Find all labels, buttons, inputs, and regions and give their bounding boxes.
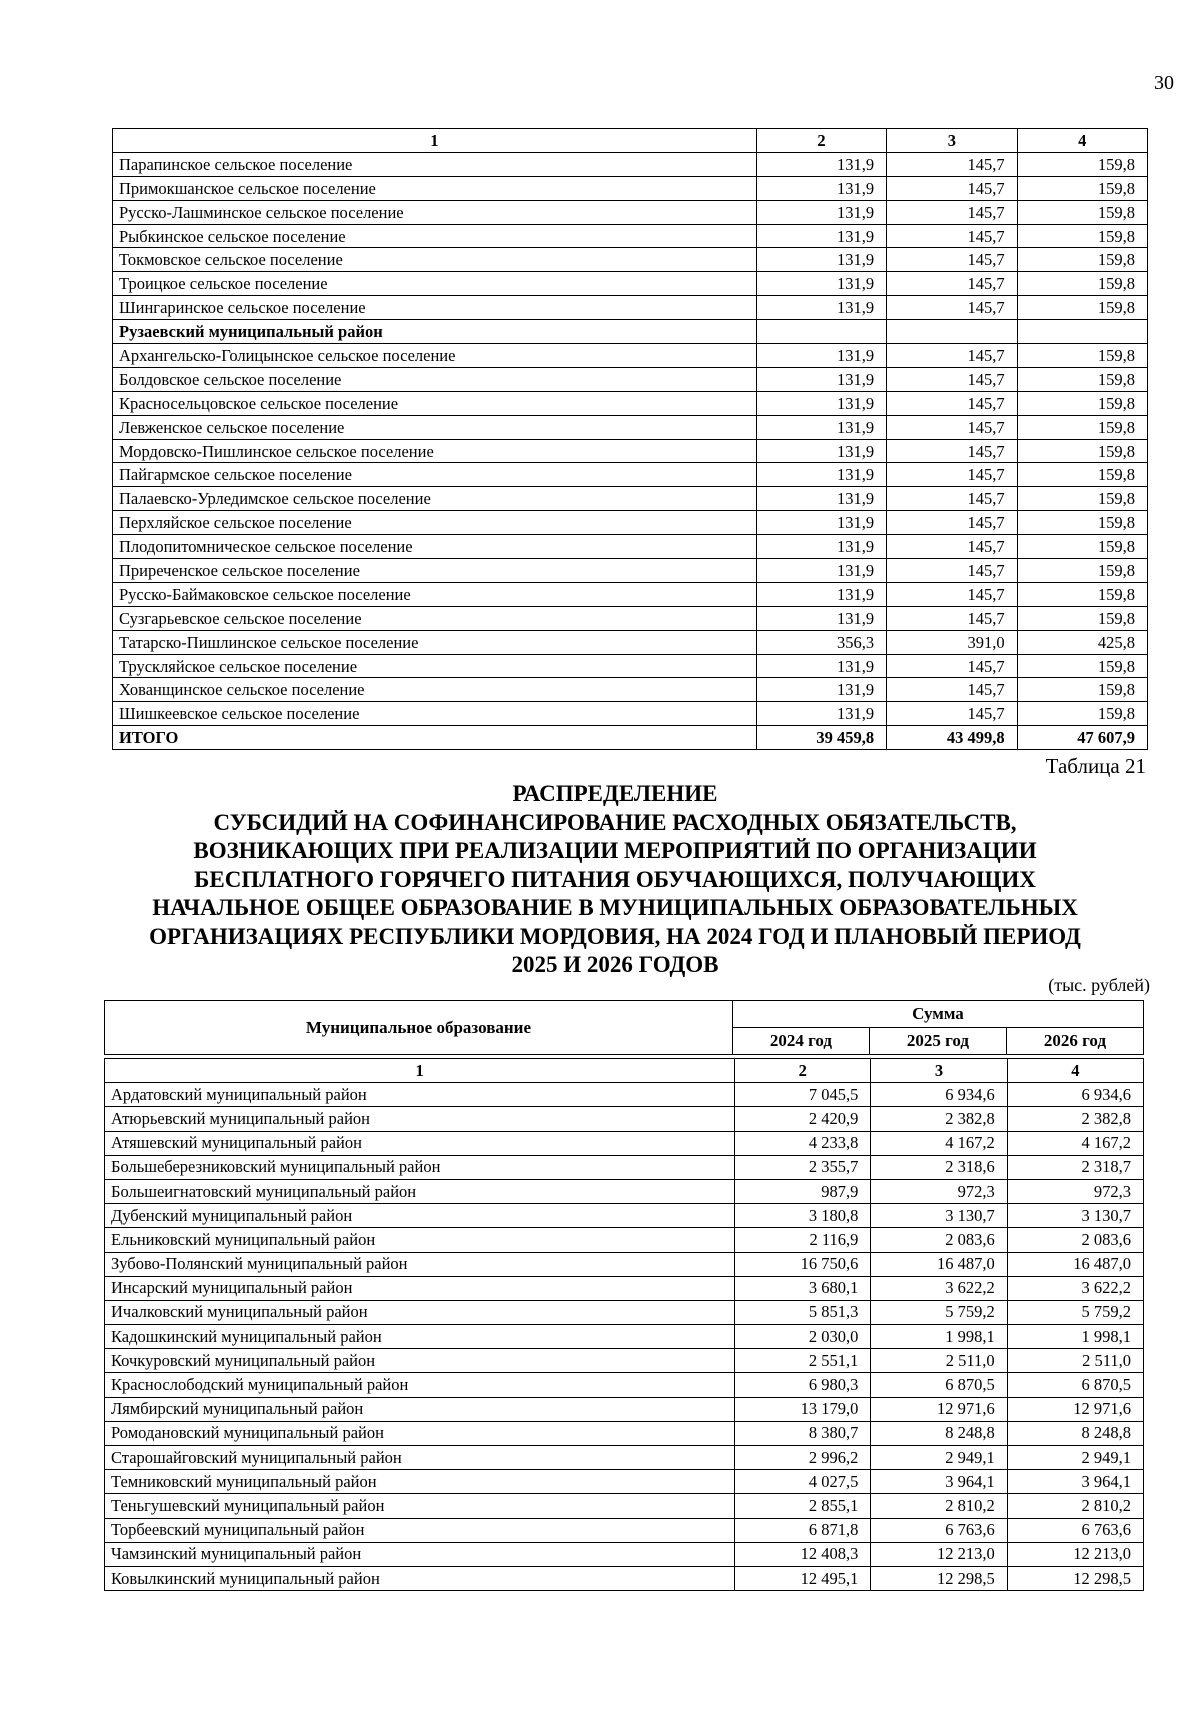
column-number: 1 bbox=[105, 1059, 735, 1083]
table-row bbox=[113, 320, 1148, 344]
name-cell: Татарско-Пишлинское сельское поселение bbox=[113, 630, 757, 654]
value-cell: 145,7 bbox=[887, 606, 1017, 630]
table-row bbox=[105, 1228, 1144, 1252]
value-cell: 159,8 bbox=[1017, 391, 1147, 415]
name-cell: Лямбирский муниципальный район bbox=[105, 1397, 735, 1421]
name-cell: Атяшевский муниципальный район bbox=[105, 1131, 735, 1155]
name-cell: Мордовско-Пишлинское сельское поселение bbox=[113, 439, 757, 463]
subsidy-table-header bbox=[104, 1000, 1144, 1055]
name-cell: Краснослободский муниципальный район bbox=[105, 1373, 735, 1397]
value-cell bbox=[887, 320, 1017, 344]
value-cell: 12 298,5 bbox=[1007, 1566, 1143, 1590]
value-cell: 12 408,3 bbox=[735, 1542, 871, 1566]
name-cell: Кочкуровский муниципальный район bbox=[105, 1349, 735, 1373]
value-cell: 131,9 bbox=[756, 487, 886, 511]
value-cell: 6 870,5 bbox=[871, 1373, 1007, 1397]
value-cell: 4 167,2 bbox=[871, 1131, 1007, 1155]
column-number: 3 bbox=[871, 1059, 1007, 1083]
value-cell: 145,7 bbox=[887, 344, 1017, 368]
value-cell: 4 027,5 bbox=[735, 1470, 871, 1494]
value-cell: 145,7 bbox=[887, 176, 1017, 200]
value-cell: 16 750,6 bbox=[735, 1252, 871, 1276]
value-cell: 145,7 bbox=[887, 702, 1017, 726]
year-2025-header: 2025 год bbox=[869, 1028, 1006, 1055]
value-cell: 987,9 bbox=[735, 1179, 871, 1203]
table-row bbox=[113, 272, 1148, 296]
name-cell: Зубово-Полянский муниципальный район bbox=[105, 1252, 735, 1276]
value-cell: 145,7 bbox=[887, 248, 1017, 272]
table-row bbox=[105, 1349, 1144, 1373]
document-title bbox=[100, 780, 1130, 980]
table-row bbox=[105, 1518, 1144, 1542]
name-cell: Кадошкинский муниципальный район bbox=[105, 1325, 735, 1349]
value-cell: 145,7 bbox=[887, 415, 1017, 439]
value-cell: 159,8 bbox=[1017, 654, 1147, 678]
column-number-row bbox=[113, 129, 1148, 153]
table-row bbox=[113, 606, 1148, 630]
name-cell: Теньгушевский муниципальный район bbox=[105, 1494, 735, 1518]
name-cell: Пайгармское сельское поселение bbox=[113, 463, 757, 487]
value-cell: 131,9 bbox=[756, 439, 886, 463]
value-cell: 131,9 bbox=[756, 344, 886, 368]
name-cell: Большеигнатовский муниципальный район bbox=[105, 1179, 735, 1203]
table-row bbox=[113, 582, 1148, 606]
name-cell: Архангельско-Голицынское сельское поселение bbox=[113, 344, 757, 368]
name-cell: Чамзинский муниципальный район bbox=[105, 1542, 735, 1566]
value-cell: 8 248,8 bbox=[1007, 1421, 1143, 1445]
value-cell: 145,7 bbox=[887, 535, 1017, 559]
name-cell: Темниковский муниципальный район bbox=[105, 1470, 735, 1494]
name-cell: Токмовское сельское поселение bbox=[113, 248, 757, 272]
column-number: 3 bbox=[887, 129, 1017, 153]
name-cell: Болдовское сельское поселение bbox=[113, 367, 757, 391]
name-cell: Шишкеевское сельское поселение bbox=[113, 702, 757, 726]
value-cell: 3 130,7 bbox=[1007, 1204, 1143, 1228]
value-cell: 159,8 bbox=[1017, 176, 1147, 200]
value-cell: 6 934,6 bbox=[1007, 1083, 1143, 1107]
table-row bbox=[113, 367, 1148, 391]
value-cell: 145,7 bbox=[887, 367, 1017, 391]
value-cell: 159,8 bbox=[1017, 702, 1147, 726]
table-row bbox=[113, 463, 1148, 487]
value-cell: 145,7 bbox=[887, 678, 1017, 702]
table-row bbox=[113, 415, 1148, 439]
name-cell: Левженское сельское поселение bbox=[113, 415, 757, 439]
value-cell: 7 045,5 bbox=[735, 1083, 871, 1107]
value-cell: 159,8 bbox=[1017, 272, 1147, 296]
value-cell bbox=[756, 320, 886, 344]
value-cell: 131,9 bbox=[756, 559, 886, 583]
value-cell: 12 298,5 bbox=[871, 1566, 1007, 1590]
name-cell: Дубенский муниципальный район bbox=[105, 1204, 735, 1228]
table-row bbox=[105, 1204, 1144, 1228]
table-row bbox=[113, 678, 1148, 702]
value-cell: 3 680,1 bbox=[735, 1276, 871, 1300]
value-cell: 131,9 bbox=[756, 415, 886, 439]
name-cell: Сузгарьевское сельское поселение bbox=[113, 606, 757, 630]
value-cell: 2 382,8 bbox=[1007, 1107, 1143, 1131]
value-cell: 2 083,6 bbox=[1007, 1228, 1143, 1252]
value-cell: 425,8 bbox=[1017, 630, 1147, 654]
name-cell: Перхляйское сельское поселение bbox=[113, 511, 757, 535]
table-row bbox=[113, 559, 1148, 583]
value-cell: 145,7 bbox=[887, 559, 1017, 583]
name-cell: Ельниковский муниципальный район bbox=[105, 1228, 735, 1252]
value-cell: 131,9 bbox=[756, 152, 886, 176]
value-cell: 131,9 bbox=[756, 296, 886, 320]
value-cell: 2 949,1 bbox=[871, 1446, 1007, 1470]
value-cell: 131,9 bbox=[756, 535, 886, 559]
value-cell: 131,9 bbox=[756, 702, 886, 726]
value-cell: 4 233,8 bbox=[735, 1131, 871, 1155]
value-cell: 2 949,1 bbox=[1007, 1446, 1143, 1470]
value-cell: 43 499,8 bbox=[887, 726, 1017, 750]
table-row bbox=[105, 1083, 1144, 1107]
table-row bbox=[113, 535, 1148, 559]
value-cell: 12 213,0 bbox=[871, 1542, 1007, 1566]
value-cell: 131,9 bbox=[756, 678, 886, 702]
value-cell: 5 851,3 bbox=[735, 1300, 871, 1324]
value-cell: 145,7 bbox=[887, 654, 1017, 678]
value-cell: 131,9 bbox=[756, 511, 886, 535]
year-2026-header: 2026 год bbox=[1006, 1028, 1143, 1055]
table-row bbox=[105, 1470, 1144, 1494]
table-row bbox=[113, 439, 1148, 463]
table-row bbox=[105, 1494, 1144, 1518]
value-cell: 2 810,2 bbox=[871, 1494, 1007, 1518]
value-cell: 16 487,0 bbox=[871, 1252, 1007, 1276]
column-number: 1 bbox=[113, 129, 757, 153]
table-row bbox=[105, 1421, 1144, 1445]
column-number: 2 bbox=[735, 1059, 871, 1083]
value-cell: 6 763,6 bbox=[1007, 1518, 1143, 1542]
value-cell: 159,8 bbox=[1017, 463, 1147, 487]
value-cell: 131,9 bbox=[756, 367, 886, 391]
value-cell: 356,3 bbox=[756, 630, 886, 654]
value-cell: 145,7 bbox=[887, 439, 1017, 463]
value-cell: 131,9 bbox=[756, 248, 886, 272]
name-cell: Троицкое сельское поселение bbox=[113, 272, 757, 296]
column-number: 2 bbox=[756, 129, 886, 153]
value-cell: 8 380,7 bbox=[735, 1421, 871, 1445]
table-row bbox=[113, 391, 1148, 415]
value-cell: 145,7 bbox=[887, 200, 1017, 224]
value-cell: 12 971,6 bbox=[871, 1397, 1007, 1421]
value-cell: 12 495,1 bbox=[735, 1566, 871, 1590]
value-cell: 131,9 bbox=[756, 654, 886, 678]
value-cell: 6 871,8 bbox=[735, 1518, 871, 1542]
name-cell: Атюрьевский муниципальный район bbox=[105, 1107, 735, 1131]
name-cell: Плодопитомническое сельское поселение bbox=[113, 535, 757, 559]
value-cell: 972,3 bbox=[871, 1179, 1007, 1203]
table-row bbox=[105, 1373, 1144, 1397]
value-cell: 47 607,9 bbox=[1017, 726, 1147, 750]
value-cell: 16 487,0 bbox=[1007, 1252, 1143, 1276]
value-cell: 2 511,0 bbox=[871, 1349, 1007, 1373]
value-cell: 145,7 bbox=[887, 582, 1017, 606]
value-cell: 159,8 bbox=[1017, 152, 1147, 176]
table-row bbox=[105, 1446, 1144, 1470]
name-cell: Русско-Баймаковское сельское поселение bbox=[113, 582, 757, 606]
value-cell: 3 622,2 bbox=[1007, 1276, 1143, 1300]
value-cell: 39 459,8 bbox=[756, 726, 886, 750]
value-cell: 6 763,6 bbox=[871, 1518, 1007, 1542]
name-cell: Ромодановский муниципальный район bbox=[105, 1421, 735, 1445]
value-cell: 131,9 bbox=[756, 463, 886, 487]
value-cell: 2 083,6 bbox=[871, 1228, 1007, 1252]
value-cell: 2 382,8 bbox=[871, 1107, 1007, 1131]
value-cell: 5 759,2 bbox=[1007, 1300, 1143, 1324]
value-cell: 145,7 bbox=[887, 463, 1017, 487]
subsidy-table bbox=[104, 1058, 1144, 1591]
value-cell: 6 934,6 bbox=[871, 1083, 1007, 1107]
value-cell: 3 964,1 bbox=[871, 1470, 1007, 1494]
municipality-header: Муниципальное образование bbox=[105, 1001, 733, 1055]
subsidy-table-body bbox=[105, 1059, 1144, 1591]
header-row bbox=[105, 1001, 1144, 1028]
title-line: 2025 И 2026 ГОДОВ bbox=[511, 952, 719, 977]
table-row bbox=[105, 1107, 1144, 1131]
value-cell: 145,7 bbox=[887, 487, 1017, 511]
value-cell: 2 855,1 bbox=[735, 1494, 871, 1518]
title-line: НАЧАЛЬНОЕ ОБЩЕЕ ОБРАЗОВАНИЕ В МУНИЦИПАЛЬНЫХ ОБРАЗОВАТЕЛЬНЫХ bbox=[152, 895, 1078, 920]
table-row bbox=[113, 630, 1148, 654]
value-cell: 131,9 bbox=[756, 582, 886, 606]
sum-header: Сумма bbox=[732, 1001, 1143, 1028]
value-cell: 159,8 bbox=[1017, 487, 1147, 511]
value-cell: 159,8 bbox=[1017, 678, 1147, 702]
value-cell: 145,7 bbox=[887, 391, 1017, 415]
value-cell: 1 998,1 bbox=[871, 1325, 1007, 1349]
table-row bbox=[105, 1179, 1144, 1203]
table-row bbox=[113, 248, 1148, 272]
value-cell: 2 355,7 bbox=[735, 1155, 871, 1179]
value-cell: 4 167,2 bbox=[1007, 1131, 1143, 1155]
name-cell: Большеберезниковский муниципальный район bbox=[105, 1155, 735, 1179]
units-label: (тыс. рублей) bbox=[1048, 975, 1150, 995]
value-cell: 3 180,8 bbox=[735, 1204, 871, 1228]
value-cell: 3 622,2 bbox=[871, 1276, 1007, 1300]
name-cell: Русско-Лашминское сельское поселение bbox=[113, 200, 757, 224]
value-cell: 159,8 bbox=[1017, 606, 1147, 630]
value-cell: 972,3 bbox=[1007, 1179, 1143, 1203]
table-row bbox=[105, 1131, 1144, 1155]
table-row bbox=[113, 511, 1148, 535]
title-line: ОРГАНИЗАЦИЯХ РЕСПУБЛИКИ МОРДОВИЯ, НА 2024 ГОД И ПЛАНОВЫЙ ПЕРИОД bbox=[149, 923, 1081, 949]
value-cell: 131,9 bbox=[756, 391, 886, 415]
table-row bbox=[113, 224, 1148, 248]
table-row bbox=[113, 344, 1148, 368]
settlements-table-body bbox=[113, 129, 1148, 750]
value-cell: 159,8 bbox=[1017, 344, 1147, 368]
name-cell: Шингаринское сельское поселение bbox=[113, 296, 757, 320]
name-cell: Красносельцовское сельское поселение bbox=[113, 391, 757, 415]
value-cell: 159,8 bbox=[1017, 224, 1147, 248]
value-cell: 131,9 bbox=[756, 224, 886, 248]
value-cell: 8 248,8 bbox=[871, 1421, 1007, 1445]
value-cell: 13 179,0 bbox=[735, 1397, 871, 1421]
name-cell: Ардатовский муниципальный район bbox=[105, 1083, 735, 1107]
table-row bbox=[113, 487, 1148, 511]
value-cell: 2 318,7 bbox=[1007, 1155, 1143, 1179]
title-line: РАСПРЕДЕЛЕНИЕ bbox=[512, 781, 718, 806]
value-cell: 131,9 bbox=[756, 272, 886, 296]
value-cell: 145,7 bbox=[887, 272, 1017, 296]
table-row bbox=[113, 654, 1148, 678]
name-cell: Трускляйское сельское поселение bbox=[113, 654, 757, 678]
value-cell: 2 116,9 bbox=[735, 1228, 871, 1252]
value-cell: 145,7 bbox=[887, 511, 1017, 535]
value-cell: 2 996,2 bbox=[735, 1446, 871, 1470]
name-cell: Торбеевский муниципальный район bbox=[105, 1518, 735, 1542]
value-cell: 2 318,6 bbox=[871, 1155, 1007, 1179]
table-row bbox=[113, 200, 1148, 224]
name-cell: Парапинское сельское поселение bbox=[113, 152, 757, 176]
table-row bbox=[105, 1155, 1144, 1179]
value-cell: 6 870,5 bbox=[1007, 1373, 1143, 1397]
value-cell: 12 213,0 bbox=[1007, 1542, 1143, 1566]
table-row bbox=[105, 1252, 1144, 1276]
value-cell: 5 759,2 bbox=[871, 1300, 1007, 1324]
title-line: БЕСПЛАТНОГО ГОРЯЧЕГО ПИТАНИЯ ОБУЧАЮЩИХСЯ, ПОЛУЧАЮЩИХ bbox=[194, 866, 1036, 892]
name-cell: Примокшанское сельское поселение bbox=[113, 176, 757, 200]
name-cell: Ичалковский муниципальный район bbox=[105, 1300, 735, 1324]
table-row bbox=[113, 296, 1148, 320]
value-cell: 2 551,1 bbox=[735, 1349, 871, 1373]
column-number: 4 bbox=[1017, 129, 1147, 153]
table-row bbox=[105, 1300, 1144, 1324]
value-cell: 6 980,3 bbox=[735, 1373, 871, 1397]
value-cell: 159,8 bbox=[1017, 296, 1147, 320]
value-cell: 159,8 bbox=[1017, 200, 1147, 224]
name-cell: Старошайговский муниципальный район bbox=[105, 1446, 735, 1470]
value-cell bbox=[1017, 320, 1147, 344]
name-cell: Рыбкинское сельское поселение bbox=[113, 224, 757, 248]
page-number: 30 bbox=[1154, 72, 1174, 94]
value-cell: 159,8 bbox=[1017, 559, 1147, 583]
value-cell: 131,9 bbox=[756, 200, 886, 224]
name-cell: Ковылкинский муниципальный район bbox=[105, 1566, 735, 1590]
value-cell: 12 971,6 bbox=[1007, 1397, 1143, 1421]
table-row bbox=[113, 152, 1148, 176]
table-row bbox=[105, 1542, 1144, 1566]
name-cell: Палаевско-Урледимское сельское поселение bbox=[113, 487, 757, 511]
value-cell: 391,0 bbox=[887, 630, 1017, 654]
value-cell: 2 420,9 bbox=[735, 1107, 871, 1131]
value-cell: 159,8 bbox=[1017, 367, 1147, 391]
value-cell: 159,8 bbox=[1017, 511, 1147, 535]
settlements-table bbox=[112, 128, 1148, 750]
name-cell: Рузаевский муниципальный район bbox=[113, 320, 757, 344]
value-cell: 3 130,7 bbox=[871, 1204, 1007, 1228]
value-cell: 159,8 bbox=[1017, 535, 1147, 559]
value-cell: 131,9 bbox=[756, 606, 886, 630]
title-line: СУБСИДИЙ НА СОФИНАНСИРОВАНИЕ РАСХОДНЫХ ОБЯЗАТЕЛЬСТВ, bbox=[213, 809, 1017, 835]
value-cell: 131,9 bbox=[756, 176, 886, 200]
value-cell: 159,8 bbox=[1017, 415, 1147, 439]
table-row bbox=[113, 176, 1148, 200]
title-line: ВОЗНИКАЮЩИХ ПРИ РЕАЛИЗАЦИИ МЕРОПРИЯТИЙ ПО ОРГАНИЗАЦИИ bbox=[193, 838, 1037, 863]
value-cell: 159,8 bbox=[1017, 439, 1147, 463]
name-cell: Хованщинское сельское поселение bbox=[113, 678, 757, 702]
table-row bbox=[105, 1276, 1144, 1300]
column-number-row bbox=[105, 1059, 1144, 1083]
value-cell: 159,8 bbox=[1017, 248, 1147, 272]
name-cell: Приреченское сельское поселение bbox=[113, 559, 757, 583]
value-cell: 2 511,0 bbox=[1007, 1349, 1143, 1373]
name-cell: ИТОГО bbox=[113, 726, 757, 750]
value-cell: 145,7 bbox=[887, 152, 1017, 176]
year-2024-header: 2024 год bbox=[732, 1028, 869, 1055]
table-row bbox=[113, 726, 1148, 750]
value-cell: 2 810,2 bbox=[1007, 1494, 1143, 1518]
table-row bbox=[105, 1325, 1144, 1349]
value-cell: 1 998,1 bbox=[1007, 1325, 1143, 1349]
table-row bbox=[113, 702, 1148, 726]
table-caption: Таблица 21 bbox=[1045, 754, 1146, 778]
column-number: 4 bbox=[1007, 1059, 1143, 1083]
value-cell: 145,7 bbox=[887, 296, 1017, 320]
value-cell: 2 030,0 bbox=[735, 1325, 871, 1349]
value-cell: 159,8 bbox=[1017, 582, 1147, 606]
name-cell: Инсарский муниципальный район bbox=[105, 1276, 735, 1300]
table-row bbox=[105, 1397, 1144, 1421]
table-row bbox=[105, 1566, 1144, 1590]
value-cell: 145,7 bbox=[887, 224, 1017, 248]
value-cell: 3 964,1 bbox=[1007, 1470, 1143, 1494]
